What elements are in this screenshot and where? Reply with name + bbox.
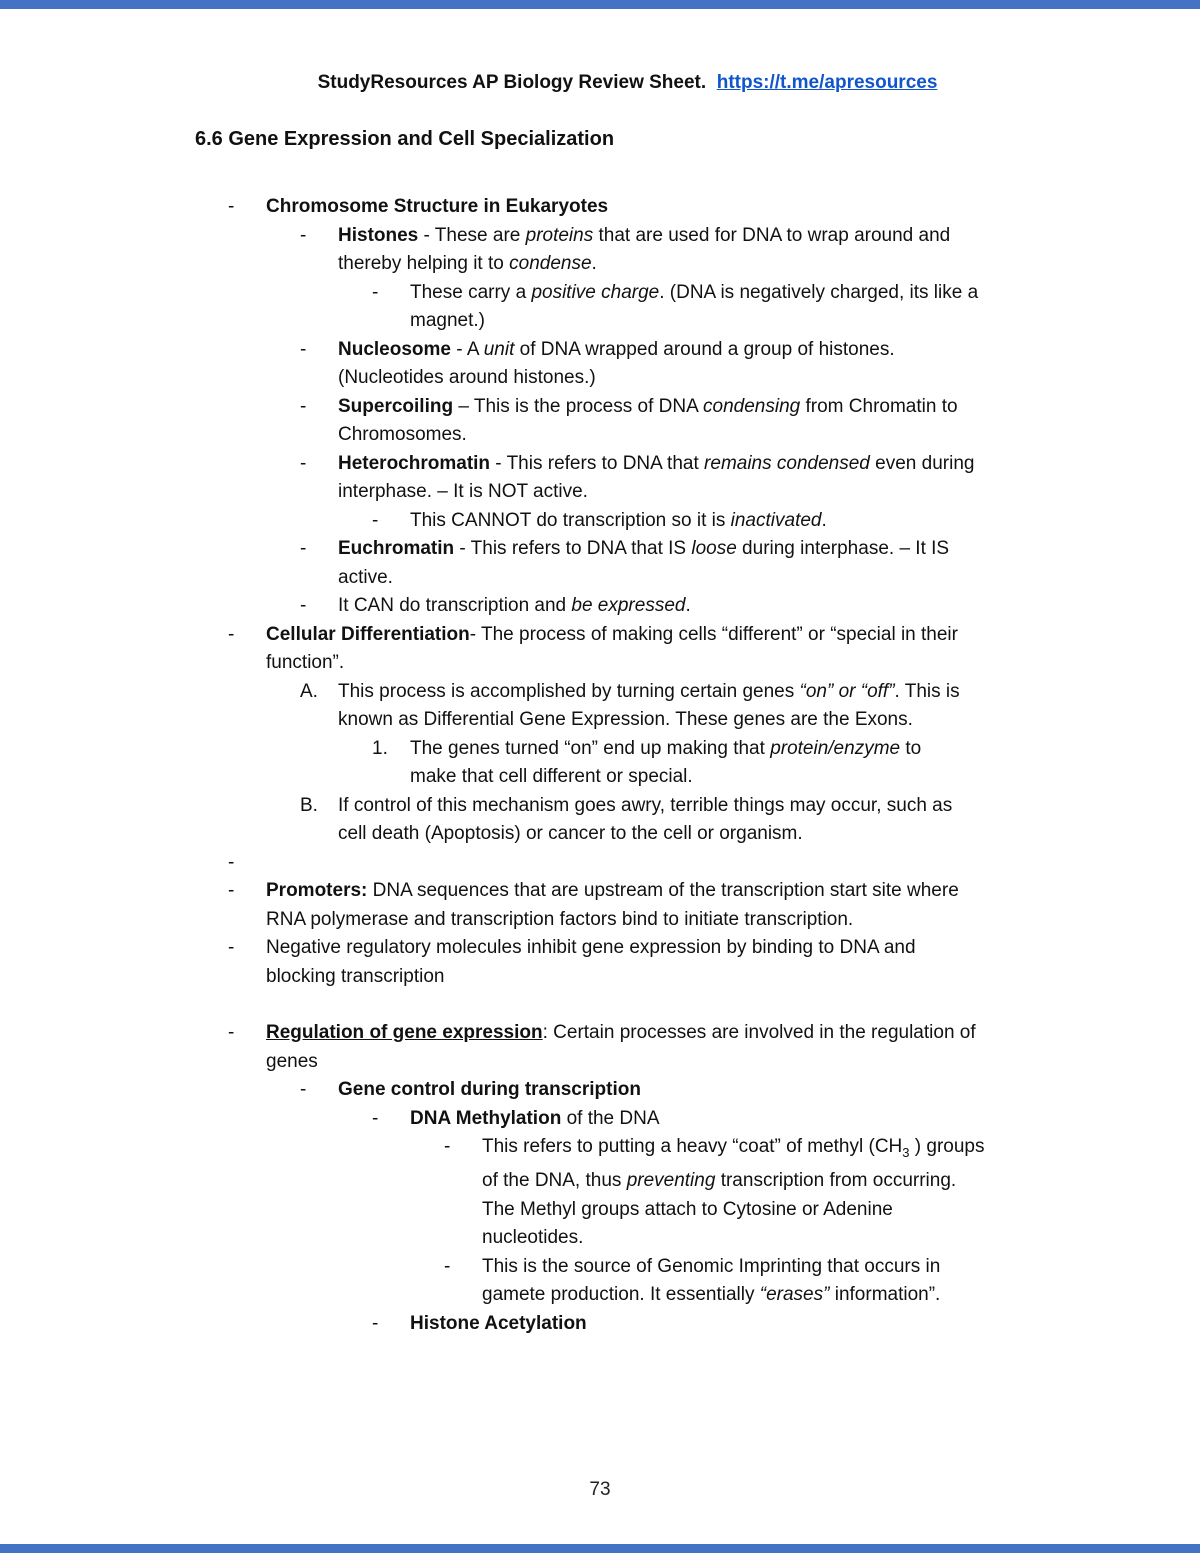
list-text: These carry a positive charge. (DNA is negatively charged, its like a magnet.) bbox=[410, 281, 979, 331]
list-text: DNA Methylation of the DNA bbox=[410, 1107, 660, 1129]
list-marker: - bbox=[300, 1079, 307, 1100]
list-item bbox=[195, 934, 1060, 991]
list-marker: - bbox=[372, 281, 379, 303]
list-text: Regulation of gene expression: Certain processes are involved in the regulation of genes bbox=[266, 1022, 976, 1072]
list-text: Supercoiling – This is the process of DNA condensing from Chromatin to Chromosomes. bbox=[338, 395, 958, 445]
list-item bbox=[195, 1105, 1060, 1134]
section-title: 6.6 Gene Expression and Cell Specialization bbox=[195, 128, 615, 150]
notes-list bbox=[195, 193, 1060, 1338]
list-text: Cellular Differentiation- The process of making cells “different” or “special in their function”. bbox=[266, 623, 958, 673]
list-item bbox=[195, 193, 1060, 222]
list-text: The genes turned “on” end up making that protein/enzyme to make that cell different or special. bbox=[410, 737, 922, 787]
list-text: Gene control during transcription bbox=[338, 1079, 641, 1100]
list-item bbox=[195, 735, 1060, 792]
list-item bbox=[195, 222, 1060, 279]
list-item bbox=[195, 1133, 1060, 1253]
list-item bbox=[195, 507, 1060, 536]
list-marker: A. bbox=[300, 680, 318, 702]
list-marker: - bbox=[228, 196, 235, 217]
list-text: Histones - These are proteins that are used for DNA to wrap around and thereby helping it to condense. bbox=[338, 224, 951, 274]
list-marker: - bbox=[444, 1136, 451, 1157]
list-text: Chromosome Structure in Eukaryotes bbox=[266, 196, 609, 217]
list-marker: - bbox=[228, 937, 235, 958]
list-text: If control of this mechanism goes awry, terrible things may occur, such as cell death (Apoptosis) or cancer to the cell or organism. bbox=[338, 794, 953, 844]
list-text: Heterochromatin - This refers to DNA that remains condensed even during interphase. – It is NOT active. bbox=[338, 452, 975, 502]
list-item bbox=[195, 1253, 1060, 1310]
list-item bbox=[195, 621, 1060, 678]
list-text bbox=[266, 849, 1060, 878]
list-marker: - bbox=[228, 623, 235, 645]
page-number: 73 bbox=[589, 1479, 611, 1500]
list-marker: - bbox=[300, 395, 307, 417]
list-item bbox=[195, 877, 1060, 934]
top-scan-bar bbox=[0, 0, 1200, 9]
document-header bbox=[195, 72, 1060, 94]
list-marker: - bbox=[372, 1107, 379, 1129]
list-item bbox=[195, 450, 1060, 507]
list-marker: - bbox=[300, 595, 307, 616]
list-item bbox=[195, 592, 1060, 621]
list-item bbox=[195, 1310, 1060, 1339]
list-marker: - bbox=[300, 224, 307, 246]
list-item bbox=[195, 336, 1060, 393]
list-marker: 1. bbox=[372, 737, 388, 759]
list-marker: - bbox=[228, 851, 235, 873]
list-item bbox=[195, 849, 1060, 878]
list-text: This is the source of Genomic Imprinting that occurs in gamete production. It essentially “erases” information”. bbox=[482, 1255, 941, 1306]
list-text: This CANNOT do transcription so it is inactivated. bbox=[410, 509, 827, 531]
list-marker: - bbox=[228, 880, 235, 901]
list-marker: B. bbox=[300, 794, 318, 816]
header-link[interactable]: https://t.me/apresources bbox=[716, 72, 938, 93]
list-item bbox=[195, 1019, 1060, 1076]
list-text: Euchromatin - This refers to DNA that IS loose during interphase. – It IS active. bbox=[338, 538, 950, 588]
list-marker: - bbox=[372, 509, 379, 531]
list-marker: - bbox=[228, 1022, 235, 1043]
list-item bbox=[195, 279, 1060, 336]
bottom-scan-bar bbox=[0, 1544, 1200, 1553]
list-text: Negative regulatory molecules inhibit gene expression by binding to DNA and blocking transcription bbox=[266, 937, 916, 987]
header-title: StudyResources AP Biology Review Sheet. bbox=[317, 72, 707, 93]
list-item bbox=[195, 678, 1060, 735]
list-item bbox=[195, 393, 1060, 450]
list-marker: - bbox=[372, 1312, 379, 1334]
list-text: Histone Acetylation bbox=[410, 1312, 587, 1334]
list-item bbox=[195, 1076, 1060, 1105]
list-text: This process is accomplished by turning certain genes “on” or “off”. This is known as Differential Gene Expression. These genes are the Exons. bbox=[338, 680, 960, 730]
list-item bbox=[195, 792, 1060, 849]
list-text: It CAN do transcription and be expressed. bbox=[338, 595, 691, 616]
list-marker: - bbox=[300, 538, 307, 559]
list-item bbox=[195, 535, 1060, 592]
list-text: This refers to putting a heavy “coat” of methyl ($CH_3$ ) groups of the DNA, thus preventing transcription from occurring. The Methyl groups attach to Cytosine or Adenine nucleotides. bbox=[482, 1136, 985, 1249]
list-text: Nucleosome - A unit of DNA wrapped around a group of histones. (Nucleotides around histones.) bbox=[338, 338, 895, 388]
list-marker: - bbox=[444, 1255, 451, 1277]
list-marker: - bbox=[300, 338, 307, 360]
list-marker: - bbox=[300, 452, 307, 474]
list-text: Promoters: DNA sequences that are upstream of the transcription start site where RNA polymerase and transcription factors bind to initiate transcription. bbox=[266, 880, 959, 930]
